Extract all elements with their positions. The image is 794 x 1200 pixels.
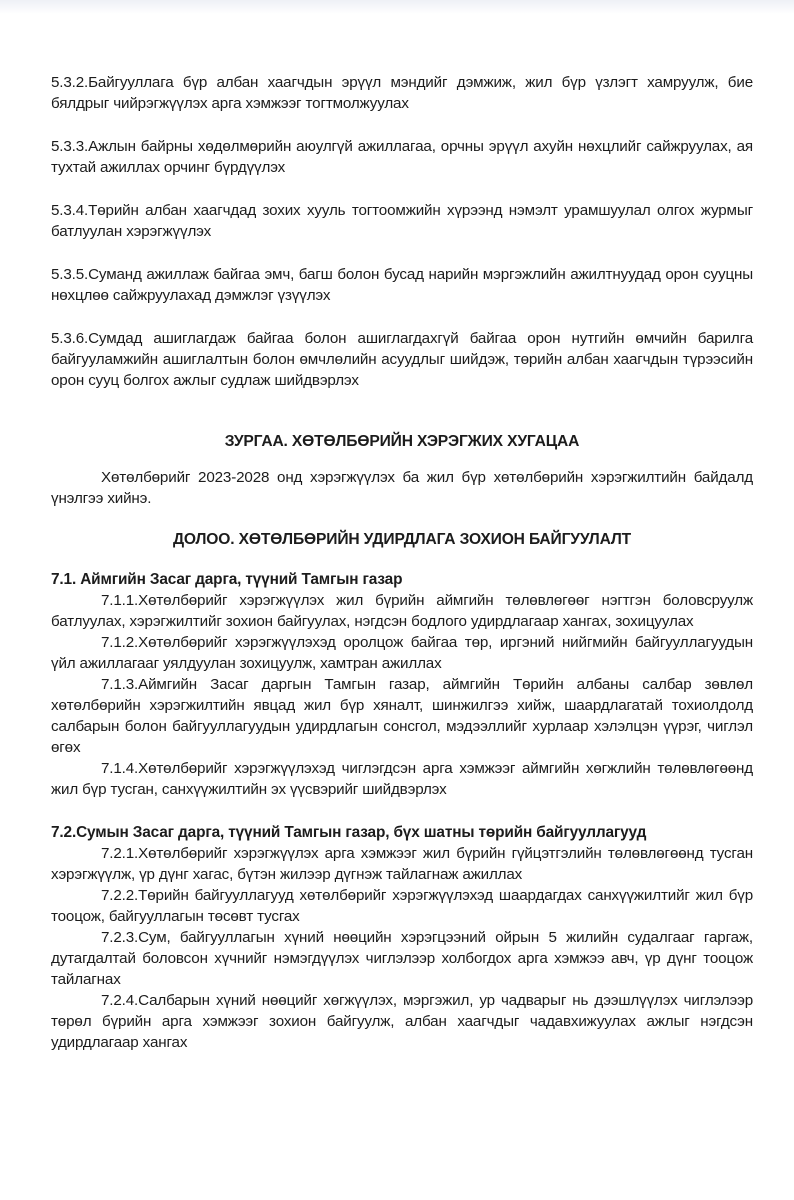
item-7-1-2: 7.1.2.Хөтөлбөрийг хэрэгжүүлэхэд оролцож байгаа төр, иргэний нийгмийн байгууллагуудын үйл ажиллагааг уялдуулан зохицуулж, хамтран ажиллах	[51, 634, 753, 672]
section-6-heading: ЗУРГАА. ХӨТӨЛБӨРИЙН ХЭРЭГЖИХ ХУГАЦАА	[224, 433, 580, 450]
item-7-1-4: 7.1.4.Хөтөлбөрийг хэрэгжүүлэхэд чиглэгдсэн арга хэмжээг аймгийн хөгжлийн төлөвлөгөөнд жил бүр тусган, санхүүжилтийн эх үүсвэрийг шийдвэрлэх	[51, 760, 753, 798]
item-7-2-3: 7.2.3.Сум, байгууллагын хүний нөөцийн хэрэгцээний ойрын 5 жилийн судалгааг гаргаж, дутагдалтай боловсон хүчнийг нэмэгдүүлэх чиглэлээр холбогдох арга хэмжээ авч, үр дүнг тооцож тайлагнах	[51, 929, 753, 988]
subsection-7-2-title: 7.2.Сумын Засаг дарга, түүний Тамгын газар, бүх шатны төрийн байгууллагууд	[51, 824, 647, 841]
subsection-7-1	[51, 569, 753, 800]
section-5-items	[51, 72, 753, 391]
subsection-7-1-title: 7.1. Аймгийн Засаг дарга, түүний Тамгын газар	[51, 571, 403, 588]
section-6-body: Хөтөлбөрийг 2023-2028 онд хэрэгжүүлэх ба жил бүр хөтөлбөрийн хэрэгжилтийн байдалд үнэлгээ хийнэ.	[51, 469, 753, 507]
document-page	[51, 72, 753, 1053]
item-5-3-2: 5.3.2.Байгууллага бүр албан хаагчдын эрүүл мэндийг дэмжиж, жил бүр үзлэгт хамруулж, бие бялдрыг чийрэгжүүлэх арга хэмжээг тогтмолжуулах	[51, 74, 753, 112]
item-7-1-1: 7.1.1.Хөтөлбөрийг хэрэгжүүлэх жил бүрийн аймгийн төлөвлөгөөг нэгтгэн боловсруулж батлуулах, хэрэгжилтийг зохион байгуулах, нэгдсэн бодлого удирдлагаар хангах, зохицуулах	[51, 592, 753, 630]
item-5-3-5: 5.3.5.Суманд ажиллаж байгаа эмч, багш болон бусад нарийн мэргэжлийн ажилтнуудад орон сууцны нөхцлөө сайжруулахад дэмжлэг үзүүлэх	[51, 266, 753, 304]
item-7-2-2: 7.2.2.Төрийн байгууллагууд хөтөлбөрийг хэрэгжүүлэхэд шаардагдах санхүүжилтийг жил бүр тооцож, байгууллагын төсөвт тусгах	[51, 887, 753, 925]
subsection-7-2	[51, 822, 753, 1053]
item-7-2-1: 7.2.1.Хөтөлбөрийг хэрэгжүүлэх арга хэмжээг жил бүрийн гүйцэтгэлийн төлөвлөгөөнд тусган хэрэгжүүлж, үр дүнг хагас, бүтэн жилээр дүгнэж тайлагнаж ажиллах	[51, 845, 753, 883]
item-5-3-6: 5.3.6.Сумдад ашиглагдаж байгаа болон ашиглагдахгүй байгаа орон нутгийн өмчийн барилга байгууламжийн ашиглалтын болон өмчлөлийн асуудлыг шийдэж, төрийн албан хаагчдын түрээсийн орон сууц болгох ажлыг судлаж шийдвэрлэх	[51, 330, 753, 389]
item-7-1-3: 7.1.3.Аймгийн Засаг даргын Тамгын газар, аймгийн Төрийн албаны салбар зөвлөл хөтөлбөрийн хэрэгжилтийн явцад жил бүр хяналт, шинжилгээ хийж, шаардлагатай тохиолдолд салбарын болон байгууллагуудын удирдлагын сонсгол, мэдээллийг хурлаар хэлэлцэн үүрэг, чиглэл өгөх	[51, 676, 753, 756]
section-7-heading: ДОЛОО. ХӨТӨЛБӨРИЙН УДИРДЛАГА ЗОХИОН БАЙГУУЛАЛТ	[172, 531, 632, 548]
scan-top-edge	[0, 0, 794, 14]
item-5-3-3: 5.3.3.Ажлын байрны хөдөлмөрийн аюулгүй ажиллагаа, орчны эрүүл ахуйн нөхцлийг сайжруулах, ая тухтай ажиллах орчинг бүрдүүлэх	[51, 138, 753, 176]
item-5-3-4: 5.3.4.Төрийн албан хаагчдад зохих хууль тогтоомжийн хүрээнд нэмэлт урамшуулал олгох журмыг батлуулан хэрэгжүүлэх	[51, 202, 753, 240]
item-7-2-4: 7.2.4.Салбарын хүний нөөцийг хөгжүүлэх, мэргэжил, ур чадварыг нь дээшлүүлэх чиглэлээр төрөл бүрийн арга хэмжээг зохион байгуулж, албан хаагчдыг чадавхижуулах ажлыг нэгдсэн удирдлагаар хангах	[51, 992, 753, 1051]
